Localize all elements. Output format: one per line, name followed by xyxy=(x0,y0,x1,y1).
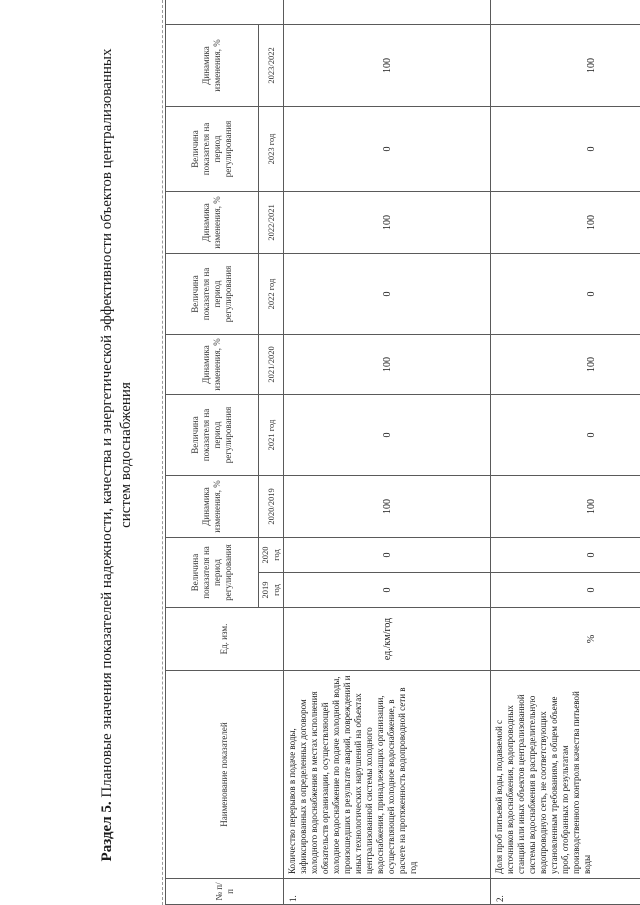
value-2023: 0 xyxy=(491,106,640,191)
col-name-header: Наименование показателей xyxy=(166,671,284,879)
right-margin-cell xyxy=(284,0,491,24)
table-row xyxy=(284,0,491,905)
dynamics-2023: 100 xyxy=(491,24,640,106)
section-title: Плановые значения показателей надежности, качества и энергетической эффективности объектов централизованных систем водоснабжения xyxy=(99,48,134,802)
subheader-d2022: 2022/2021 xyxy=(259,191,284,253)
value-2021: 0 xyxy=(491,394,640,475)
subheader-2021: 2021 год xyxy=(259,394,284,475)
subheader-d2020: 2020/2019 xyxy=(259,475,284,537)
section-number: Раздел 5. xyxy=(99,801,115,862)
subheader-d2023: 2023/2022 xyxy=(259,24,284,106)
right-margin-cell xyxy=(166,0,284,24)
value-2022: 0 xyxy=(491,253,640,334)
value-2021: 0 xyxy=(284,394,491,475)
subheader-2019: 2019 год xyxy=(259,573,284,608)
table-header-row xyxy=(166,0,259,905)
dynamics-2022: 100 xyxy=(491,191,640,253)
indicator-name: Доля проб питьевой воды, подаваемой с источников водоснабжения, водопроводных станций или иных объектов централизованной системы водоснабжения в распределительную водопроводную сеть, не соответствующих установленным требованиям, в общем объеме проб, отобранных по результатам производственного контроля качества питьевой воды xyxy=(491,671,640,879)
col-value-2019-2020-header: Величина показателя на период регулирования xyxy=(166,537,259,607)
dynamics-2023: 100 xyxy=(284,24,491,106)
table-row xyxy=(491,0,640,905)
col-value-2022-header: Величина показателя на период регулирования xyxy=(166,253,259,334)
dynamics-2022: 100 xyxy=(284,191,491,253)
col-dyn-2023-header: Динамика изменения, % xyxy=(166,24,259,106)
value-2020: 0 xyxy=(284,537,491,572)
row-number: 1. xyxy=(284,879,491,905)
subheader-2020: 2020 год xyxy=(259,537,284,572)
value-2020: 0 xyxy=(491,537,640,572)
col-unit-header: Ед. изм. xyxy=(166,608,284,671)
col-value-2021-header: Величина показателя на период регулирования xyxy=(166,394,259,475)
dynamics-2020: 100 xyxy=(284,475,491,537)
col-value-2023-header: Величина показателя на период регулирования xyxy=(166,106,259,191)
value-2019: 0 xyxy=(491,573,640,608)
col-dyn-2021-header: Динамика изменения, % xyxy=(166,334,259,394)
subheader-2022: 2022 год xyxy=(259,253,284,334)
subheader-d2021: 2021/2020 xyxy=(259,334,284,394)
col-num-header: № п/п xyxy=(166,879,284,905)
col-dyn-2020-header: Динамика изменения, % xyxy=(166,475,259,537)
section-heading xyxy=(98,25,136,885)
indicators-table xyxy=(165,0,640,905)
subheader-2023: 2023 год xyxy=(259,106,284,191)
col-dyn-2022-header: Динамика изменения, % xyxy=(166,191,259,253)
value-2023: 0 xyxy=(284,106,491,191)
page-margin-line xyxy=(162,0,163,905)
dynamics-2021: 100 xyxy=(284,334,491,394)
right-margin-cell xyxy=(491,0,640,24)
value-2019: 0 xyxy=(284,573,491,608)
dynamics-2021: 100 xyxy=(491,334,640,394)
indicator-unit: % xyxy=(491,608,640,671)
dynamics-2020: 100 xyxy=(491,475,640,537)
indicator-unit: ед./км/год xyxy=(284,608,491,671)
value-2022: 0 xyxy=(284,253,491,334)
indicator-name: Количество перерывов в подаче воды, зафиксированных в определенных договором холодного водоснабжения в местах исполнения обязательств организации, осуществляющей холодное водоснабжение по подаче холодной воды, произошедших в результате аварий, повреждений и иных технологических нарушений на объектах централизованной системы холодного водоснабжения, принадлежащих организации, осуществляющей холодное водоснабжение, в расчете на протяженность водопроводной сети в год xyxy=(284,671,491,879)
row-number: 2. xyxy=(491,879,640,905)
